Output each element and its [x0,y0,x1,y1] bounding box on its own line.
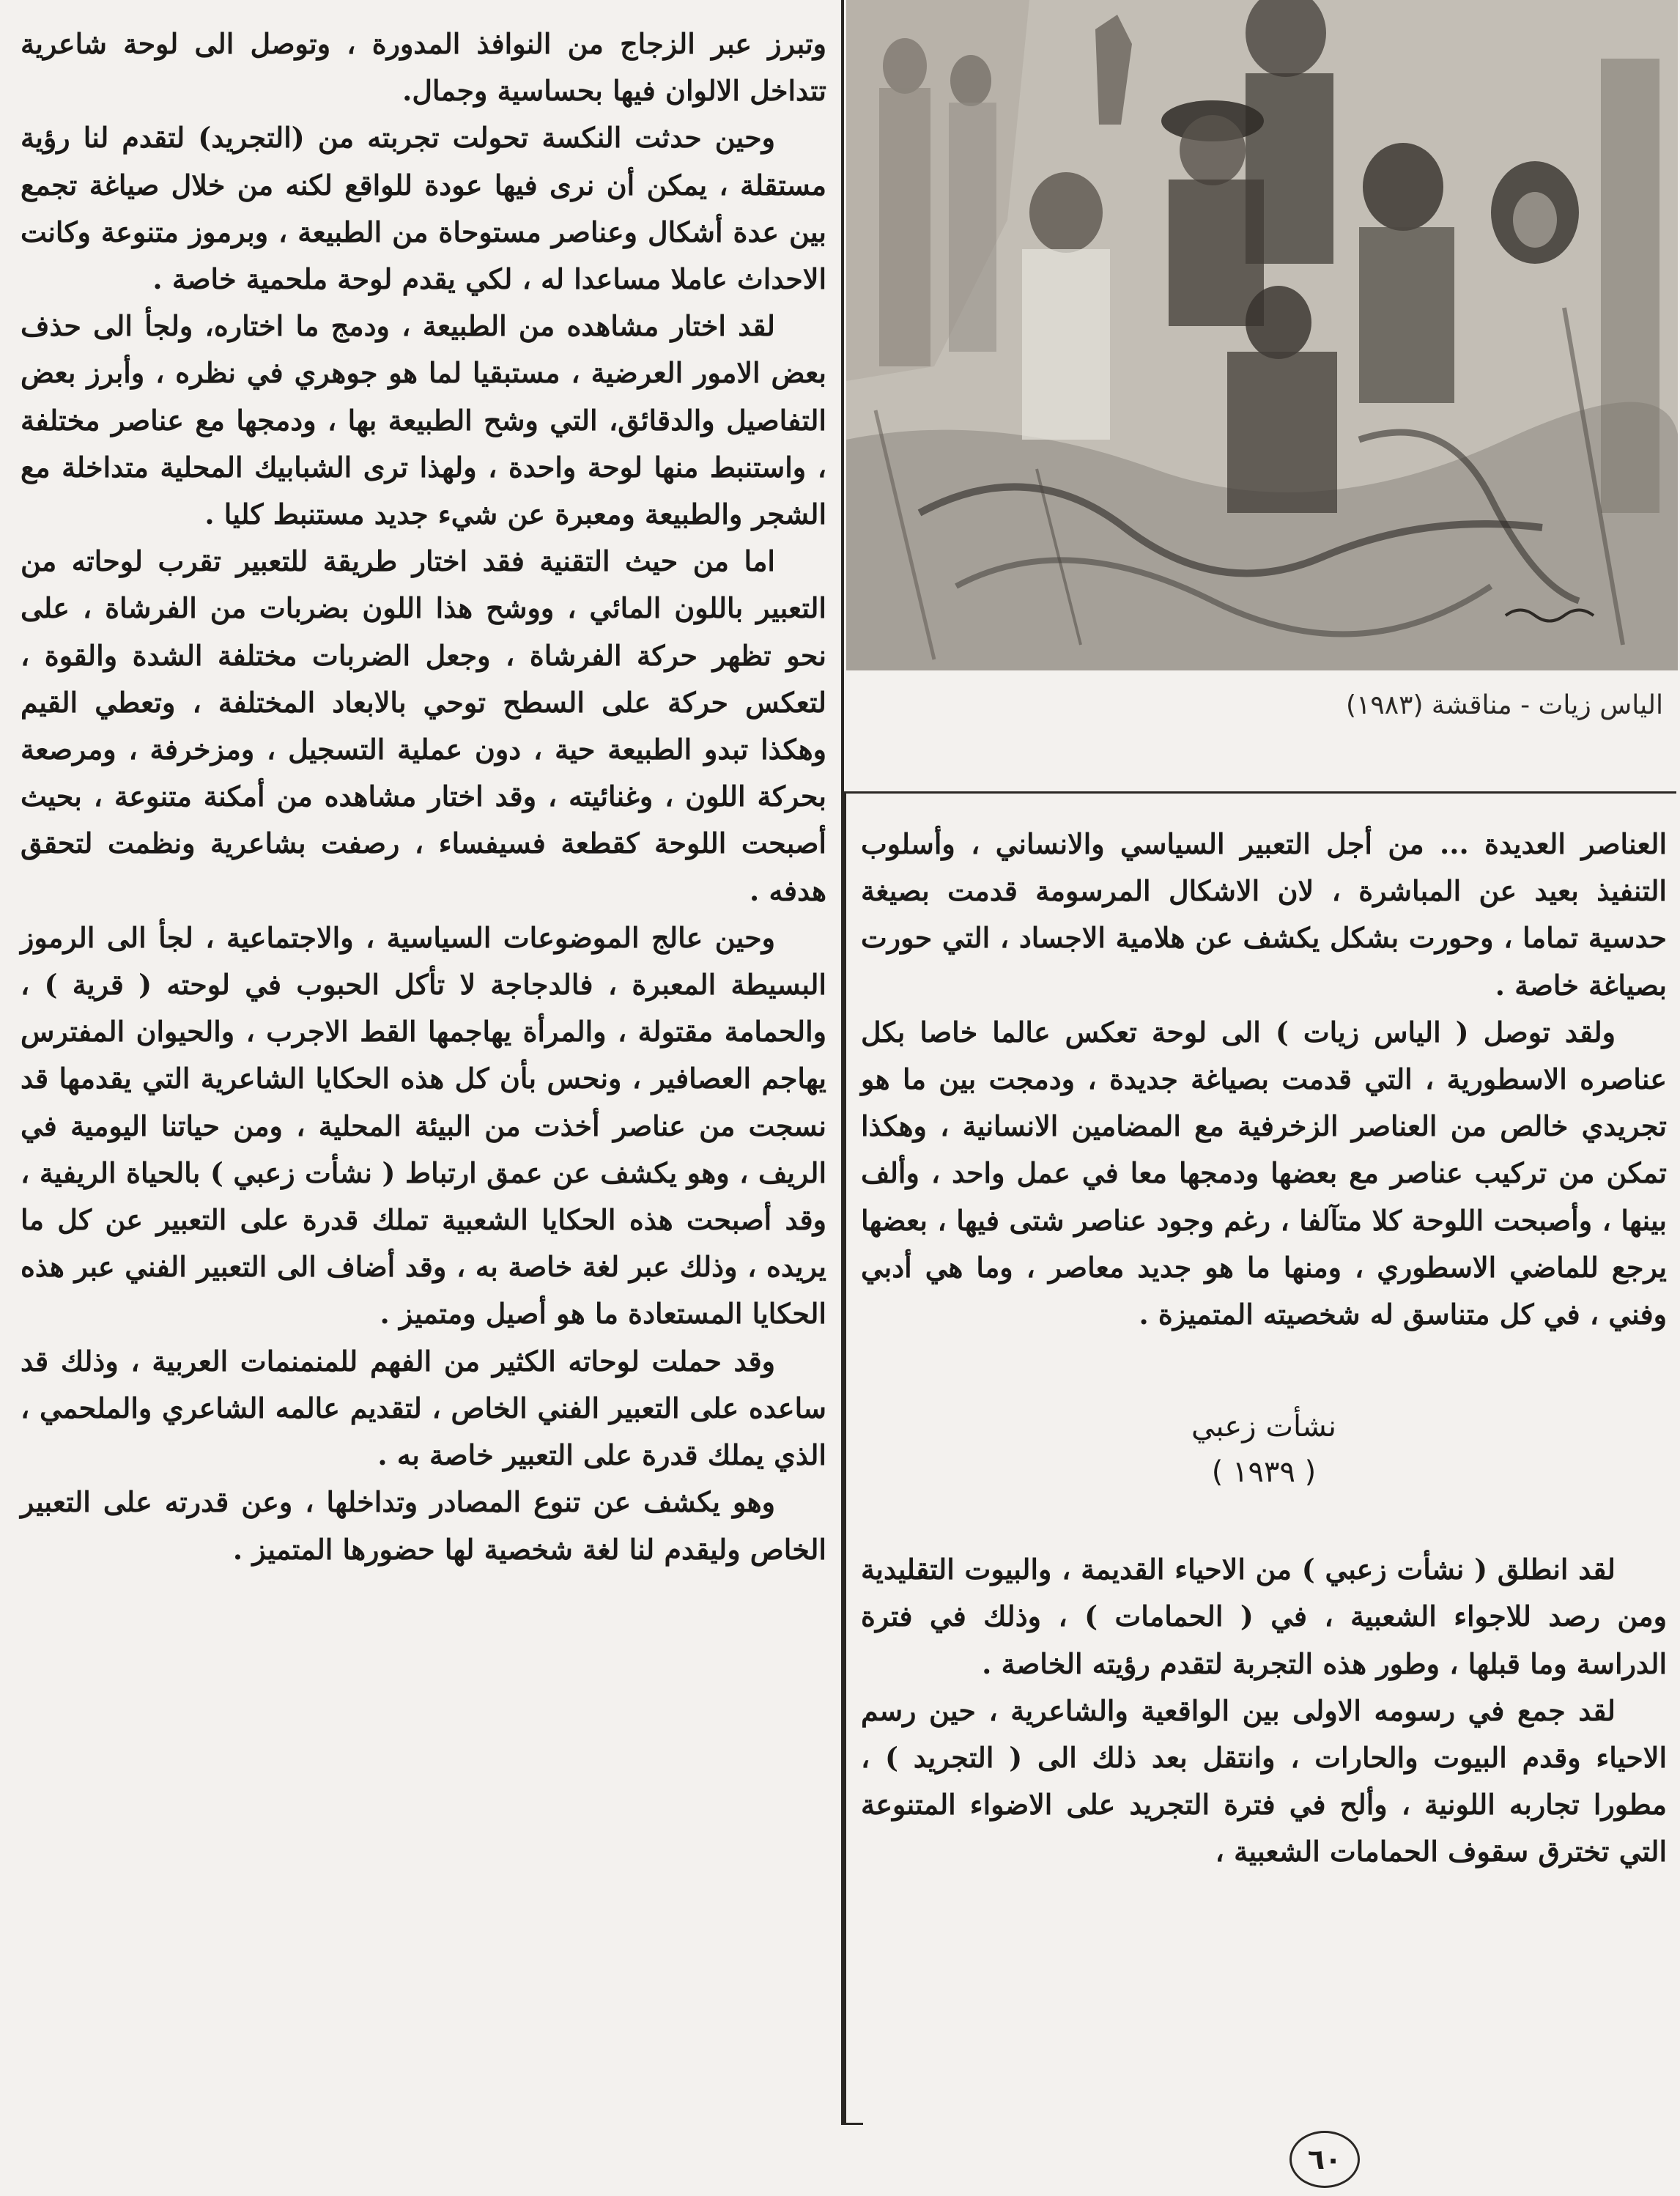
section-title: نشأت زعبي [1191,1410,1336,1444]
paragraph: وحين عالج الموضوعات السياسية ، والاجتماعية ، لجأ الى الرموز البسيطة المعبرة ، فالدجاجة لا تأكل الحبوب في لوحته ( قرية ) ، والحمامة مقتولة ، والمرأة يهاجمها القط الاجرب ، والحيوان المفترس يهاجم العصافير ، ونحس بأن كل هذه الحكايا الشاعرية التي يقدمها قد نسجت من عناصر أخذت من البيئة المحلية ، ومن حياتنا اليومية في الريف ، وهو يكشف عن عمق ارتباط ( نشأت زعبي ) بالحياة الريفية ، وقد أصبحت هذه الحكايا الشعبية تملك قدرة على التعبير عن كل ما يريده ، وذلك عبر لغة خاصة به ، وقد أضاف الى التعبير الفني عبر هذه الحكايا المستعادة ما هو أصيل ومتميز . [21,920,826,1331]
paragraph: وحين حدثت النكسة تحولت تجربته من (التجريد) لتقدم لنا رؤية مستقلة ، يمكن أن نرى فيها عودة للواقع لكنه من خلال صياغة تجمع بين عدة أشكال وعناصر مستوحاة من الطبيعة ، وبرموز متنوعة وكانت الاحداث عاملا مساعدا له ، لكي يقدم لوحة ملحمية خاصة . [21,121,826,296]
paragraph: وقد حملت لوحاته الكثير من الفهم للمنمنمات العربية ، وذلك قد ساعده على التعبير الفني الخاص ، لتقديم عالمه الشاعري والملحمي ، الذي يملك قدرة على التعبير خاصة به . [21,1344,826,1472]
paragraph: وتبرز عبر الزجاج من النوافذ المدورة ، وتوصل الى لوحة شاعرية تتداخل الالوان فيها بحساسية وجمال. [21,27,826,108]
right-top-paragraphs [861,821,1667,1338]
paragraph: اما من حيث التقنية فقد اختار طريقة للتعبير تقرب لوحاته من التعبير باللون المائي ، ووشح هذا اللون بضربات من الفرشاة ، على نحو تظهر حركة الفرشاة ، وجعل الضربات مختلفة الشدة والقوة ، لتعكس حركة على السطح توحي بالابعاد المختلفة ، وتعطي القيم وهكذا تبدو الطبيعة حية ، دون عملية التسجيل ، ومزخرفة ، ومرصعة بحركة اللون ، وغنائيته ، وقد اختار مشاهده من أمكنة متنوعة ، بحيث أصبحت اللوحة كقطعة فسيفساء ، رصفت بشاعرية ونظمت لتحقق هدفه . [21,544,826,907]
painting-illustration [846,0,1678,670]
left-text-column [21,21,826,2175]
section-year: ( ١٩٣٩ ) [1211,1455,1317,1490]
paragraph: العناصر العديدة ... من أجل التعبير السياسي والانساني ، وأسلوب التنفيذ بعيد عن المباشرة ، لان الاشكال المرسومة قدمت بصيغة حدسية تماما ، وحورت بشكل يكشف عن هلامية الاجساد ، التي حورت بصياغة خاصة . [861,827,1667,1002]
right-text-column [861,821,1667,1876]
figure-caption: الياس زيات - مناقشة (١٩٨٣) [1346,690,1663,720]
lower-column-divider [844,791,846,2125]
section-heading [861,1404,1667,1495]
right-bottom-paragraphs [861,1546,1667,1875]
paragraph: وهو يكشف عن تنوع المصادر وتداخلها ، وعن قدرته على التعبير الخاص وليقدم لنا لغة شخصية لها حضورها المتميز . [21,1485,826,1566]
paragraph: لقد انطلق ( نشأت زعبي ) من الاحياء القديمة ، والبيوت التقليدية ومن رصد للاجواء الشعبية ، في ( الحمامات ) ، وذلك في فترة الدراسة وما قبلها ، وطور هذه التجربة لتقدم رؤيته الخاصة . [861,1553,1667,1680]
paragraph: لقد اختار مشاهده من الطبيعة ، ودمج ما اختاره، ولجأ الى حذف بعض الامور العرضية ، مستبقيا لما هو جوهري في نظره ، وأبرز بعض التفاصيل والدقائق، التي وشح الطبيعة بها ، ودمجها مع عناصر مختلفة ، واستنبط منها لوحة واحدة ، ولهذا ترى الشبابيك المحلية متداخلة مع الشجر والطبيعة ومعبرة عن شيء جديد مستنبط كليا . [21,309,826,531]
paragraph: لقد جمع في رسومه الاولى بين الواقعية والشاعرية ، حين رسم الاحياء وقدم البيوت والحارات ، وانتقل بعد ذلك الى ( التجريد ) ، مطورا تجاربه اللونية ، وألح في فترة التجريد على الاضواء المتنوعة التي تخترق سقوف الحمامات الشعبية ، [861,1693,1667,1868]
page-number: ٦٠ [1289,2131,1360,2188]
figure-bottom-rule [841,791,1676,794]
paragraph: ولقد توصل ( الياس زيات ) الى لوحة تعكس عالما خاصا بكل عناصره الاسطورية ، التي قدمت بصياغة جديدة ، ودمجت بين ما هو تجريدي خالص من العناصر الزخرفية مع المضامين الانسانية ، وهكذا تمكن من تركيب عناصر مع بعضها ودمجها معا في عمل واحد ، وألف بينها ، وأصبحت اللوحة كلا متآلفا ، رغم وجود عناصر شتى فيها ، بعضها يرجع للماضي الاسطوري ، ومنها ما هو جديد معاصر ، وما هي أدبي وفني ، في كل متناسق له شخصيته المتميزة . [861,1015,1667,1331]
